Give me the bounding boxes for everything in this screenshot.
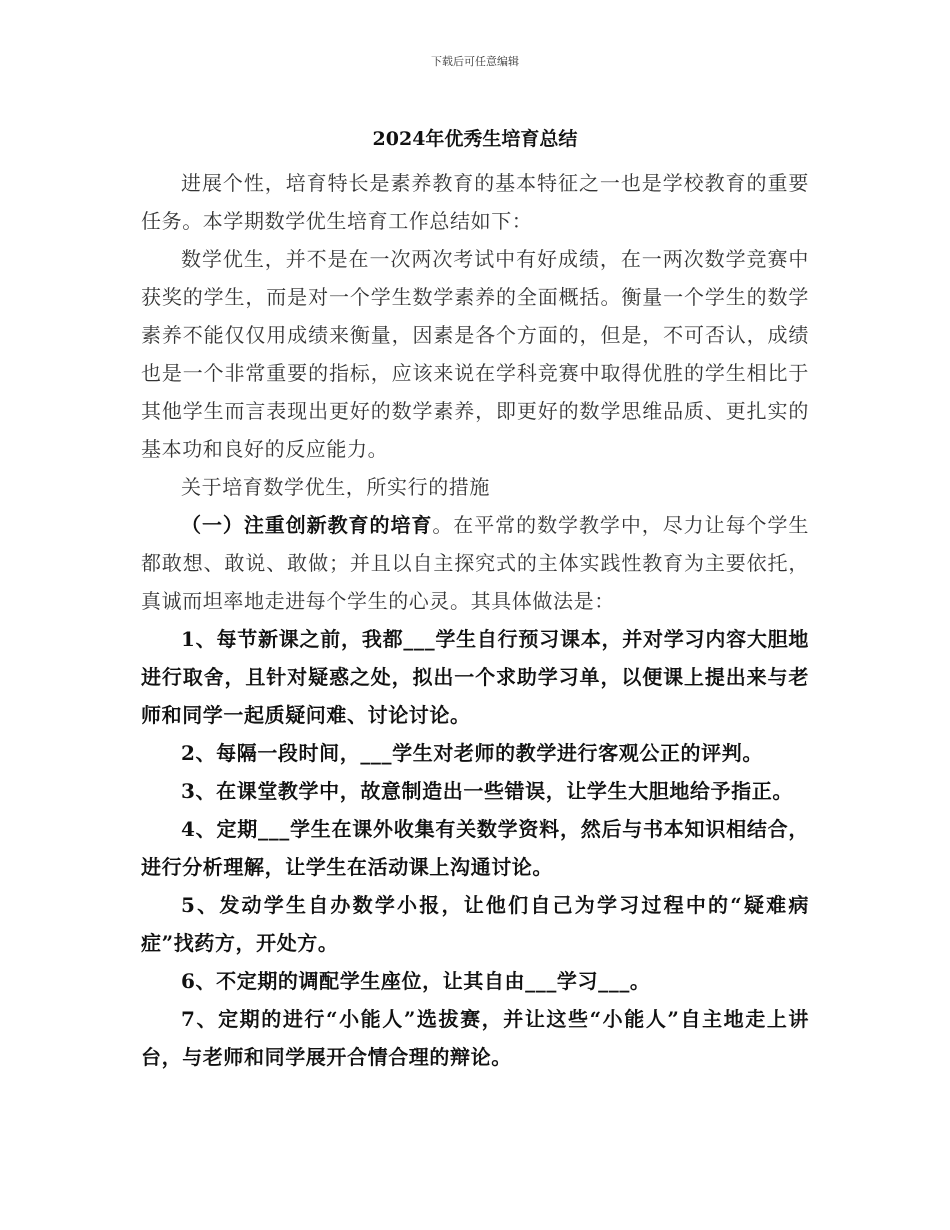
list-item-1: 1、每节新课之前，我都___学生自行预习课本，并对学习内容大胆地进行取舍，且针对疑惑之处，拟出一个求助学习单，以便课上提出来与老师和同学一起质疑问难、讨论讨论。: [141, 627, 809, 727]
section-1-text: 。在平常的数学教学中，尽力让每个学生都敢想、敢说、敢做；并且以自主探究式的主体实践性教育为主要依托，真诚而坦率地走进每个学生的心灵。其具体做法是：: [141, 513, 809, 613]
section-1-paragraph: [141, 506, 809, 620]
section-1-heading: （一）注重创新教育的培育: [181, 513, 433, 537]
document-title: 2024年优秀生培育总结: [372, 128, 578, 150]
page-header: 下载后可任意编辑: [431, 55, 519, 68]
paragraph-measures: 关于培育数学优生，所实行的措施: [181, 475, 490, 499]
list-item-4: 4、定期___学生在课外收集有关数学资料，然后与书本知识相结合，进行分析理解，让学生在活动课上沟通讨论。: [141, 817, 809, 879]
list-item-7: 7、定期的进行“小能人”选拔赛，并让这些“小能人”自主地走上讲台，与老师和同学展开合情合理的辩论。: [141, 1007, 809, 1069]
list-item-6: 6、不定期的调配学生座位，让其自由___学习___。: [181, 969, 651, 993]
document-body: [141, 164, 809, 1076]
paragraph-intro: 进展个性，培育特长是素养教育的基本特征之一也是学校教育的重要任务。本学期数学优生培育工作总结如下：: [141, 171, 809, 233]
list-item-5: 5、发动学生自办数学小报，让他们自己为学习过程中的“疑难病症”找药方，开处方。: [141, 893, 809, 955]
list-item-3: 3、在课堂教学中，故意制造出一些错误，让学生大胆地给予指正。: [181, 779, 793, 803]
paragraph-definition: 数学优生，并不是在一次两次考试中有好成绩，在一两次数学竞赛中获奖的学生，而是对一个学生数学素养的全面概括。衡量一个学生的数学素养不能仅仅用成绩来衡量，因素是各个方面的，但是，不可否认，成绩也是一个非常重要的指标，应该来说在学科竞赛中取得优胜的学生相比于其他学生而言表现出更好的数学素养，即更好的数学思维品质、更扎实的基本功和良好的反应能力。: [141, 247, 809, 461]
list-item-2: 2、每隔一段时间，___学生对老师的教学进行客观公正的评判。: [181, 741, 763, 765]
